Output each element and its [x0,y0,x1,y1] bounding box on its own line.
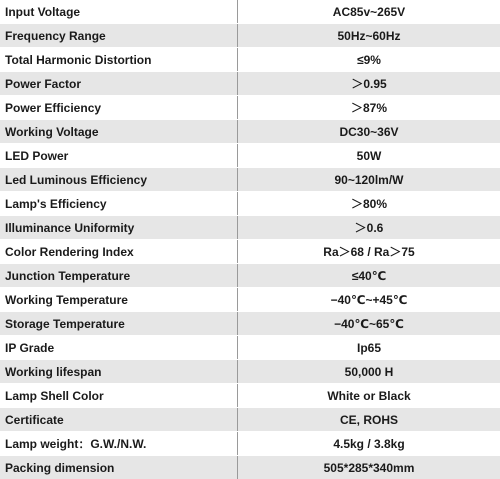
value-cell: AC85v~265V [238,0,500,24]
parameter-cell: Working Temperature [0,288,238,312]
parameter-cell: Storage Temperature [0,312,238,336]
value-cell: 505*285*340mm [238,456,500,479]
table-row [0,216,500,240]
parameter-cell: Lamp weight：G.W./N.W. [0,432,238,456]
parameter-cell: Led Luminous Efficiency [0,168,238,192]
table-row [0,312,500,336]
value-cell: Ra＞68 / Ra＞75 [238,240,500,264]
value-cell: ＞87% [238,96,500,120]
parameter-cell: Illuminance Uniformity [0,216,238,240]
value-cell: ＞80% [238,192,500,216]
parameter-cell: Junction Temperature [0,264,238,288]
value-cell: ＞0.6 [238,216,500,240]
parameter-cell: Total Harmonic Distortion [0,48,238,72]
table-row [0,0,500,24]
value-cell: ≤40℃ [238,264,500,288]
table-row [0,288,500,312]
table-row [0,192,500,216]
value-cell: Ip65 [238,336,500,360]
parameter-cell: Input Voltage [0,0,238,24]
value-cell: 50W [238,144,500,168]
parameter-cell: Working lifespan [0,360,238,384]
parameter-cell: Power Factor [0,72,238,96]
value-cell: White or Black [238,384,500,408]
value-cell: 4.5kg / 3.8kg [238,432,500,456]
table-row [0,168,500,192]
table-row [0,24,500,48]
table-row [0,408,500,432]
parameter-cell: Lamp Shell Color [0,384,238,408]
table-row [0,144,500,168]
table-row [0,240,500,264]
table-row [0,96,500,120]
table-row [0,120,500,144]
value-cell: −40℃~+45℃ [238,288,500,312]
value-cell: CE, ROHS [238,408,500,432]
parameter-cell: Packing dimension [0,456,238,479]
parameter-cell: Color Rendering Index [0,240,238,264]
parameter-cell: Lamp's Efficiency [0,192,238,216]
table-row [0,264,500,288]
parameter-cell: IP Grade [0,336,238,360]
table-row [0,432,500,456]
parameter-cell: Power Efficiency [0,96,238,120]
table-row [0,384,500,408]
value-cell: DC30~36V [238,120,500,144]
parameter-cell: Working Voltage [0,120,238,144]
parameter-cell: Frequency Range [0,24,238,48]
value-cell: 90~120lm/W [238,168,500,192]
value-cell: 50,000 H [238,360,500,384]
table-row [0,48,500,72]
parameter-cell: LED Power [0,144,238,168]
table-row [0,360,500,384]
table-row [0,336,500,360]
table-row [0,72,500,96]
value-cell: ＞0.95 [238,72,500,96]
value-cell: −40℃~65℃ [238,312,500,336]
value-cell: 50Hz~60Hz [238,24,500,48]
table-row [0,456,500,479]
parameter-cell: Certificate [0,408,238,432]
value-cell: ≤9% [238,48,500,72]
